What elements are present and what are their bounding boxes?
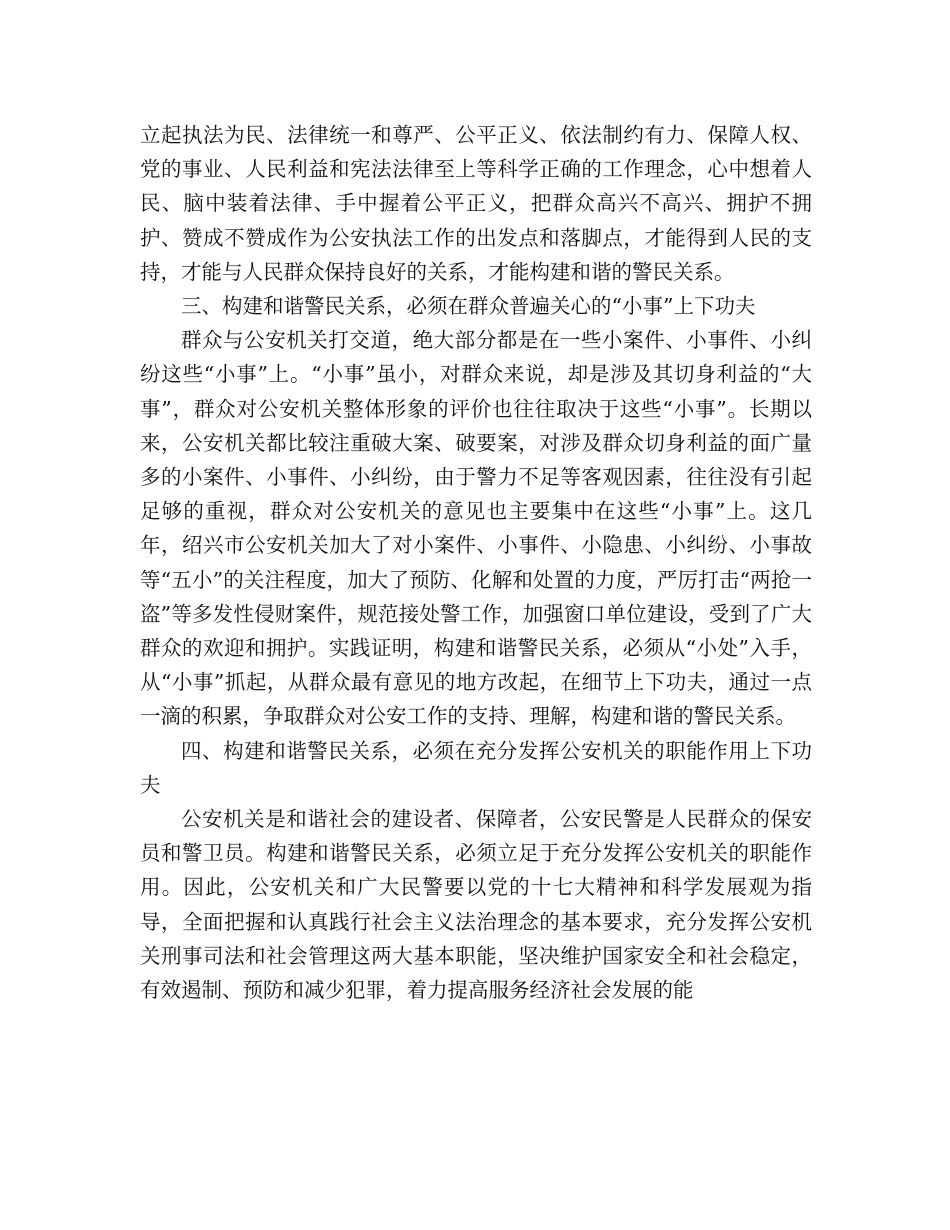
body-paragraph-section-3: 群众与公安机关打交道，绝大部分都是在一些小案件、小事件、小纠纷这些“小事”上。“小事”虽小，对群众来说，却是涉及其切身利益的“大事”，群众对公安机关整体形象的评价也往往取决于这些“小事”。长期以来，公安机关都比较注重破大案、破要案，对涉及群众切身利益的面广量多的小案件、小事件、小纠纷，由于警力不足等客观因素，往往没有引起足够的重视，群众对公安机关的意见也主要集中在这些“小事”上。这几年，绍兴市公安机关加大了对小案件、小事件、小隐患、小纠纷、小事故等“五小”的关注程度，加大了预防、化解和处置的力度，严厉打击“两抢一盗”等多发性侵财案件，规范接处警工作，加强窗口单位建设，受到了广大群众的欢迎和拥护。实践证明，构建和谐警民关系，必须从“小处”入手，从“小事”抓起，从群众最有意见的地方改起，在细节上下功夫，通过一点一滴的积累，争取群众对公安工作的支持、理解，构建和谐的警民关系。 (140, 328, 812, 729)
paragraph-continued: 立起执法为民、法律统一和尊严、公平正义、依法制约有力、保障人权、党的事业、人民利益和宪法法律至上等科学正确的工作理念，心中想着人民、脑中装着法律、手中握着公平正义，把群众高兴不高兴、拥护不拥护、赞成不赞成作为公安执法工作的出发点和落脚点，才能得到人民的支持，才能与人民群众保持良好的关系，才能构建和谐的警民关系。 (140, 123, 812, 284)
section-heading-3: 三、构建和谐警民关系，必须在群众普遍关心的“小事”上下功夫 (181, 294, 756, 319)
section-heading-4: 四、构建和谐警民关系，必须在充分发挥公安机关的职能作用上下功夫 (140, 738, 812, 797)
body-paragraph-section-4: 公安机关是和谐社会的建设者、保障者，公安民警是人民群众的保安员和警卫员。构建和谐警民关系，必须立足于充分发挥公安机关的职能作用。因此，公安机关和广大民警要以党的十七大精神和科学发展观为指导，全面把握和认真践行社会主义法治理念的基本要求，充分发挥公安机关刑事司法和社会管理这两大基本职能，坚决维护国家安全和社会稳定，有效遏制、预防和减少犯罪，着力提高服务经济社会发展的能 (140, 807, 812, 1003)
document-page (140, 118, 812, 1007)
